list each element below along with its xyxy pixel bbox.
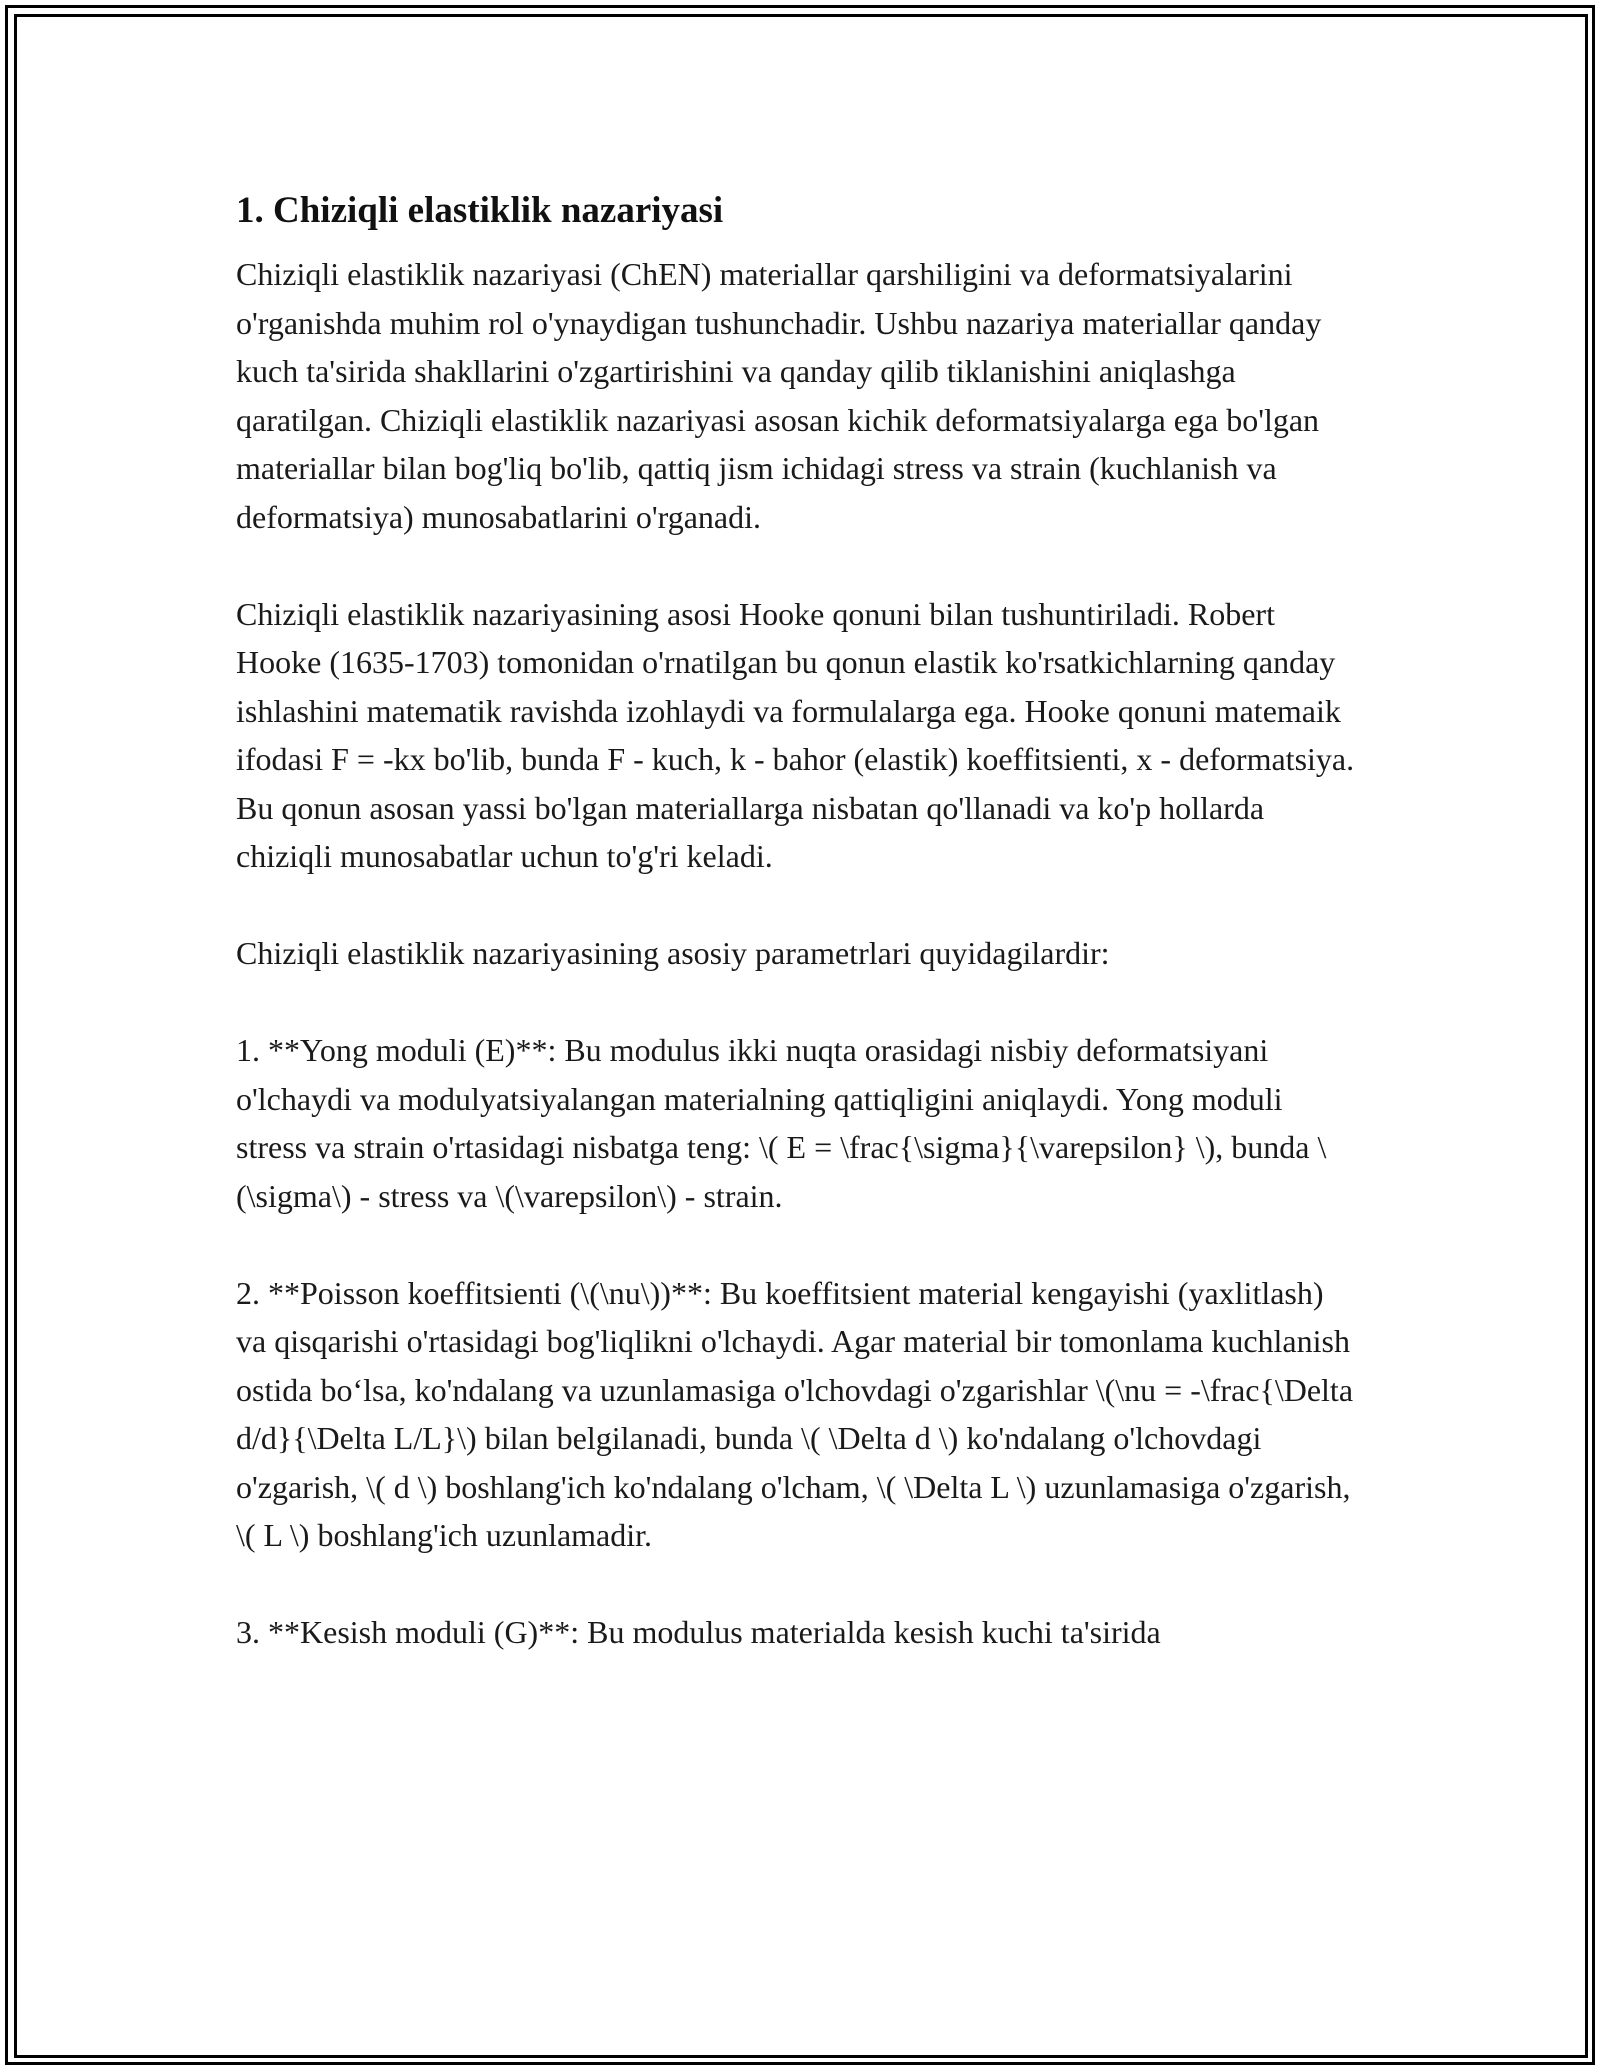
document-body [236, 186, 1361, 1657]
paragraph-hooke-law: Chiziqli elastiklik nazariyasining asosi Hooke qonuni bilan tushuntiriladi. Robert Hooke (1635-1703) tomonidan o'rnatilgan bu qonun elastik ko'rsatkichlarning qanday ishlashini matematik ravishda izohlaydi va formulalarga ega. Hooke qonuni matemaik ifodasi F = -kx bo'lib, bunda F - kuch, k - bahor (elastik) koeffitsienti, x - deformatsiya. Bu qonun asosan yassi bo'lgan materiallarga nisbatan qo'llanadi va ko'p hollarda chiziqli munosabatlar uchun to'g'ri keladi. [236, 595, 1355, 874]
list-item-shear-modulus: 3. **Kesish moduli (G)**: Bu modulus materialda kesish kuchi ta'sirida [236, 1614, 1161, 1650]
list-item-poisson-ratio: 2. **Poisson koeffitsienti (\(\nu\))**: Bu koeffitsient material kengayishi (yaxlitlash) va qisqarishi o'rtasidagi bog'liqlikni o'lchaydi. Agar material bir tomonlama kuchlanish ostida bo‘lsa, ko'ndalang va uzunlamasiga o'lchovdagi o'zgarishlar \(\nu = -\frac{\Delta d/d}{\Delta L/L}\) bilan belgilanadi, bunda \( \Delta d \) ko'ndalang o'lchovdagi o'zgarish, \( d \) boshlang'ich ko'ndalang o'lcham, \( \Delta L \) uzunlamasiga o'zgarish, \( L \) boshlang'ich uzunlamadir. [236, 1274, 1354, 1553]
list-item-young-modulus: 1. **Yong moduli (E)**: Bu modulus ikki nuqta orasidagi nisbiy deformatsiyani o'lchaydi va modulyatsiyalangan materialning qattiqligini aniqlaydi. Yong moduli stress va strain o'rtasidagi nisbatga teng: \( E = \frac{\sigma}{\varepsilon} \), bunda \(\sigma\) - stress va \(\varepsilon\) - strain. [236, 1032, 1327, 1214]
paragraph-intro: Chiziqli elastiklik nazariyasi (ChEN) materiallar qarshiligini va deformatsiyalarini o'rganishda muhim rol o'ynaydigan tushunchadir. Ushbu nazariya materiallar qanday kuch ta'sirida shakllarini o'zgartirishini va qanday qilib tiklanishini aniqlashga qaratilgan. Chiziqli elastiklik nazariyasi asosan kichik deformatsiyalarga ega bo'lgan materiallar bilan bog'liq bo'lib, qattiq jism ichidagi stress va strain (kuchlanish va deformatsiya) munosabatlarini o'rganadi. [236, 256, 1322, 535]
section-heading: 1. Chiziqli elastiklik nazariyasi [236, 190, 724, 231]
paragraph-parameters-intro: Chiziqli elastiklik nazariyasining asosiy parametrlari quyidagilardir: [236, 935, 1110, 971]
